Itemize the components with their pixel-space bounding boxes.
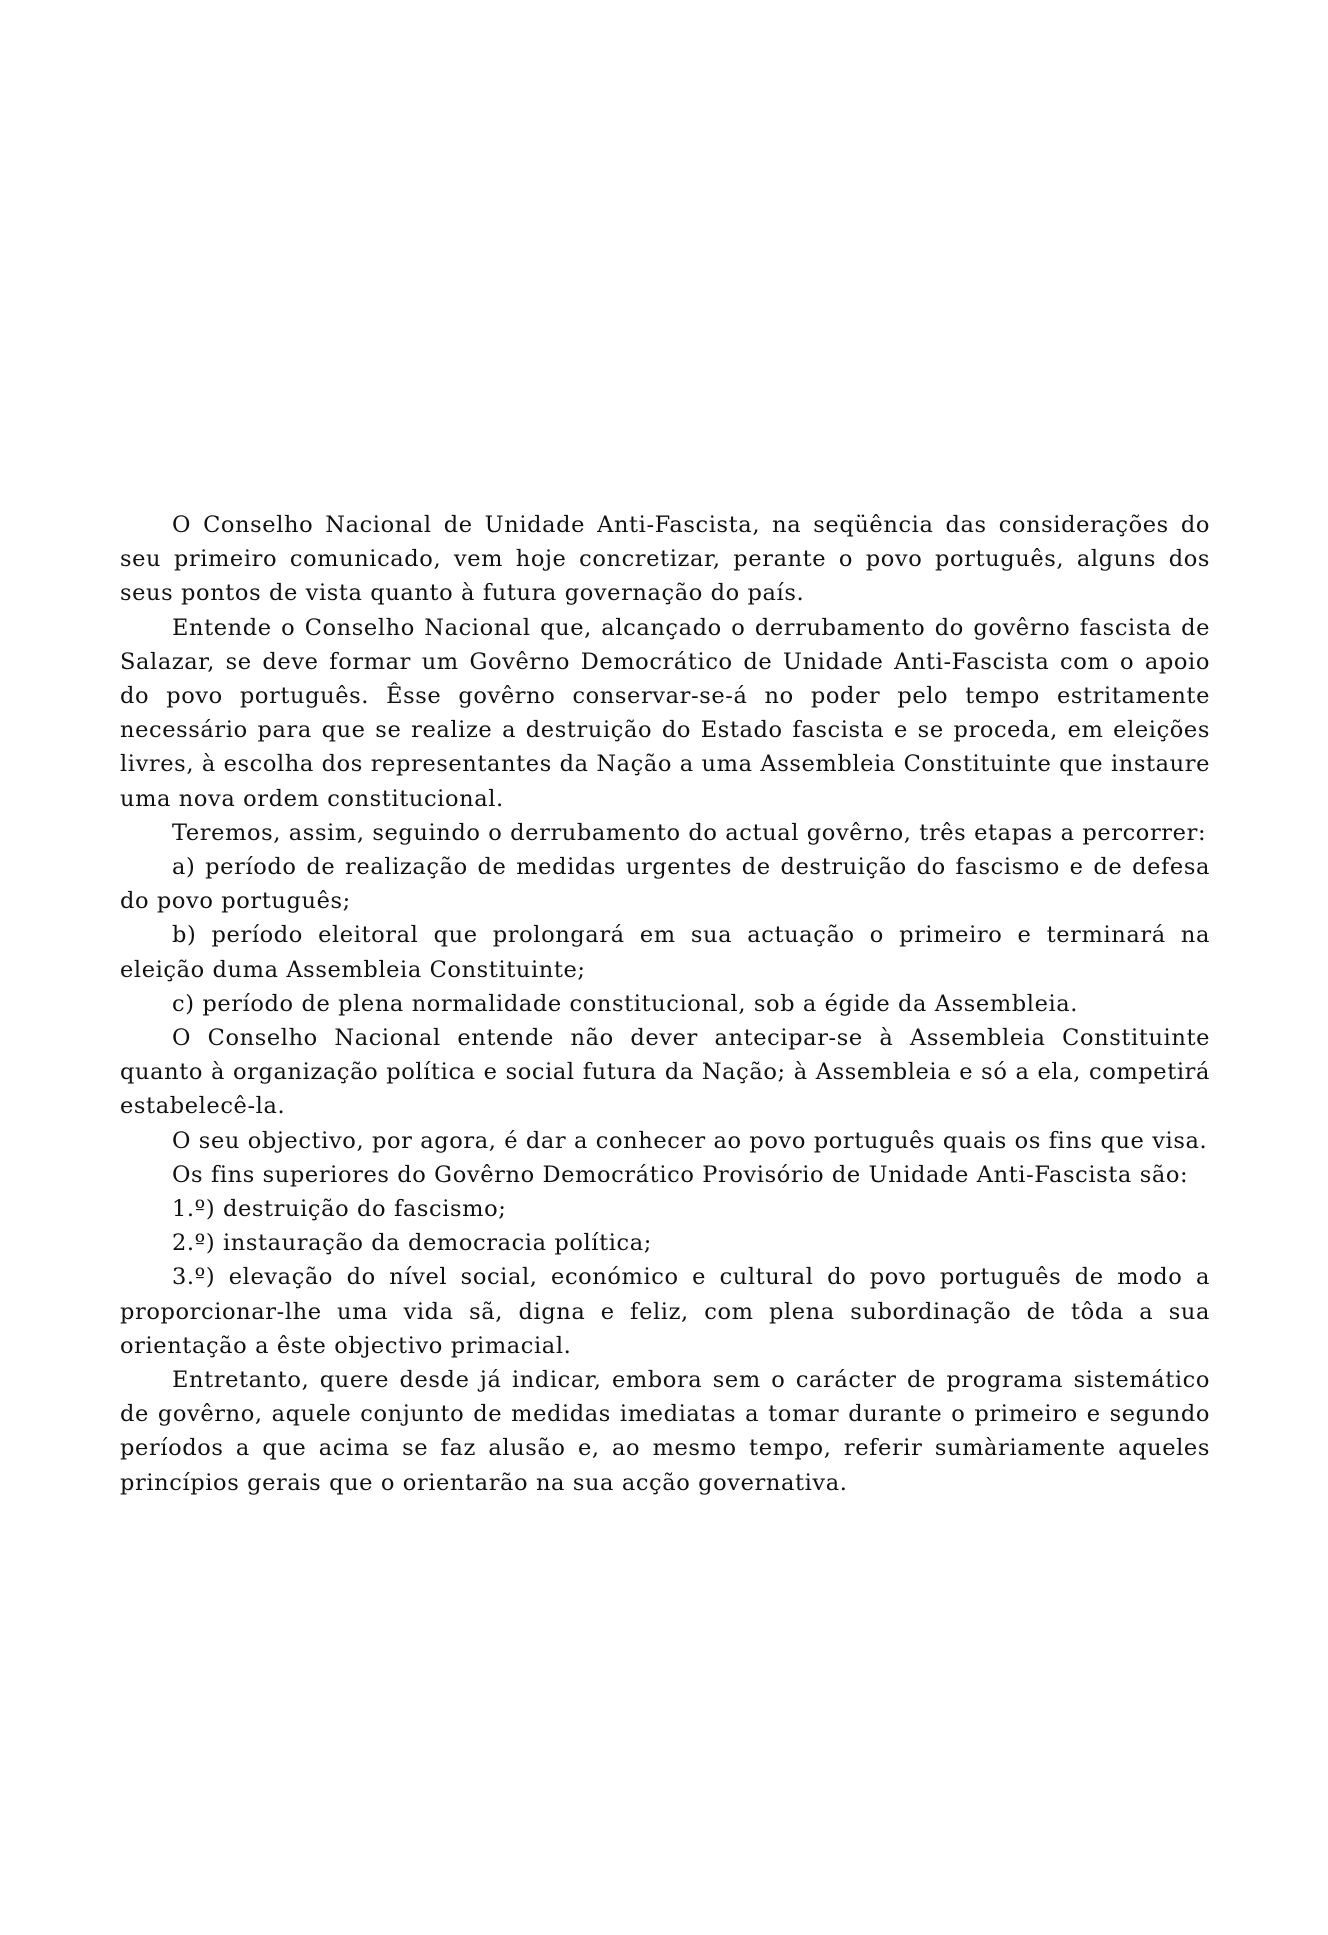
paragraph-intro: O Conselho Nacional de Unidade Anti-Fascista, na seqüência das considerações do seu primeiro comunicado, vem hoje concretizar, perante o povo português, alguns dos seus pontos de vista quanto à futura governação do país. bbox=[120, 512, 1210, 607]
aim-3: 3.º) elevação do nível social, económico e cultural do povo português de modo a proporcionar-lhe uma vida sã, digna e feliz, com plena subordinação de tôda a sua orientação a êste objectivo primacial. bbox=[120, 1264, 1210, 1359]
paragraph-assembly: O Conselho Nacional entende não dever antecipar-se à Assembleia Constituinte quanto à organização política e social futura da Nação; à Assembleia e só a ela, competirá estabelecê-la. bbox=[120, 1025, 1210, 1120]
paragraph-stages-intro: Teremos, assim, seguindo o derrubamento do actual govêrno, três etapas a percorrer: bbox=[172, 819, 1207, 846]
paragraph-aims-intro: Os fins superiores do Govêrno Democrático Provisório de Unidade Anti-Fascista são: bbox=[172, 1161, 1189, 1188]
paragraph-objective: O seu objectivo, por agora, é dar a conhecer ao povo português quais os fins que visa. bbox=[172, 1127, 1208, 1154]
document-page bbox=[120, 508, 1210, 1500]
aim-1: 1.º) destruição do fascismo; bbox=[172, 1196, 507, 1223]
stage-a: a) período de realização de medidas urgentes de destruição do fascismo e de defesa do povo português; bbox=[120, 854, 1210, 915]
aim-2: 2.º) instauração da democracia política; bbox=[172, 1230, 652, 1257]
paragraph-government: Entende o Conselho Nacional que, alcançado o derrubamento do govêrno fascista de Salazar, se deve formar um Govêrno Democrático de Unidade Anti-Fascista com o apoio do povo português. Êsse govêrno conservar-se-á no poder pelo tempo estritamente necessário para que se realize a destruição do Estado fascista e se proceda, em eleições livres, à escolha dos representantes da Nação a uma Assembleia Constituinte que instaure uma nova ordem constitucional. bbox=[120, 614, 1210, 812]
stage-b: b) período eleitoral que prolongará em sua actuação o primeiro e terminará na eleição duma Assembleia Constituinte; bbox=[120, 922, 1210, 983]
stage-c: c) período de plena normalidade constitucional, sob a égide da Assembleia. bbox=[172, 990, 1079, 1017]
paragraph-closing: Entretanto, quere desde já indicar, embora sem o carácter de programa sistemático de govêrno, aquele conjunto de medidas imediatas a tomar durante o primeiro e segundo períodos a que acima se faz alusão e, ao mesmo tempo, referir sumàriamente aqueles princípios gerais que o orientarão na sua acção governativa. bbox=[120, 1367, 1210, 1496]
